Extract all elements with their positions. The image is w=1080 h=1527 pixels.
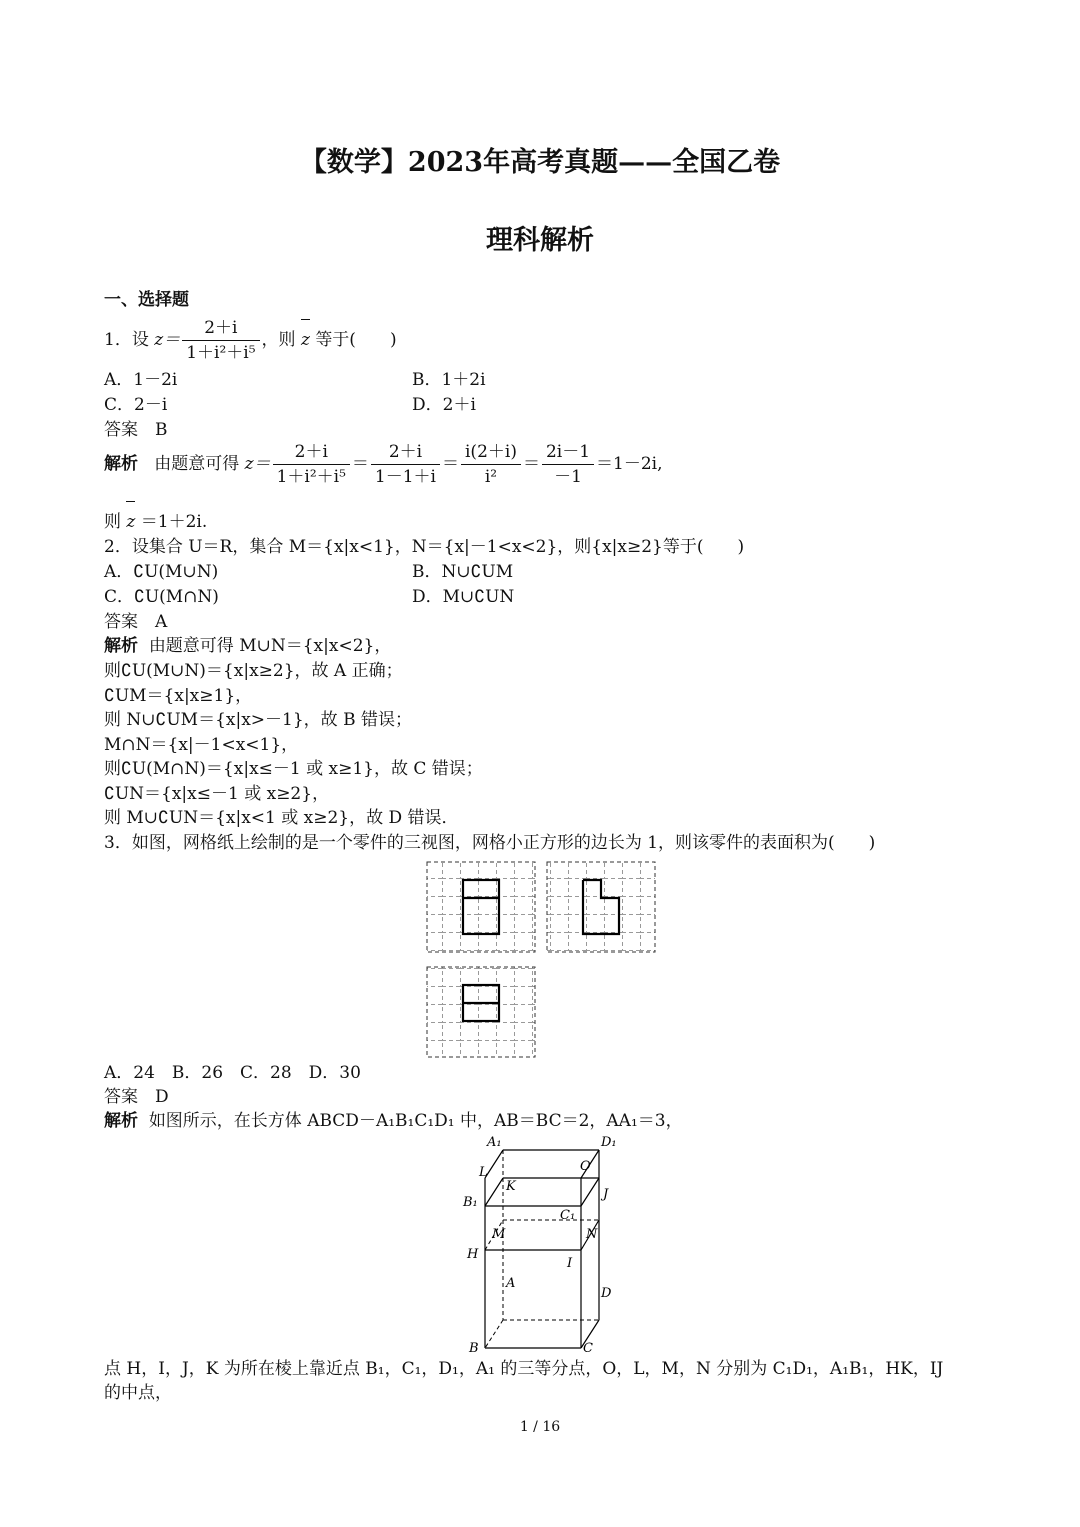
q1-sol-frac-2 <box>371 442 440 487</box>
q1-fraction <box>182 318 259 363</box>
q1-sol-frac-1 <box>273 442 350 487</box>
q1-sol-frac-3-num: i(2＋i) <box>461 442 521 465</box>
q3-solution-text: 如图所示，在长方体 ABCD－A₁B₁C₁D₁ 中，AB＝BC＝2，AA₁＝3， <box>148 1111 683 1131</box>
label-h: H <box>467 1247 479 1262</box>
three-view-figure <box>424 860 660 1060</box>
question-1-stem <box>104 318 397 363</box>
q1-suffix-a: ，则 <box>261 330 296 350</box>
q1-prefix: 1．设 <box>104 330 149 350</box>
q2-solution-line-7: ∁UN＝{x|x≤－1 或 x≥2}， <box>104 784 330 804</box>
q1-sol-frac-4-num: 2i－1 <box>542 442 594 465</box>
label-c: C <box>583 1341 593 1356</box>
document-subtitle: 理科解析 <box>486 225 594 256</box>
q1-sol-frac-1-num: 2＋i <box>273 442 350 465</box>
label-k: K <box>506 1179 516 1194</box>
label-c1: C₁ <box>560 1208 576 1223</box>
q1-solution-label: 解析 <box>104 454 138 474</box>
q1-conclusion <box>104 511 207 533</box>
cuboid-figure <box>455 1130 635 1360</box>
q1-option-a: A．1－2i <box>104 370 178 390</box>
q3-options: A．24 B．26 C．28 D．30 <box>104 1063 361 1083</box>
q1-sol-frac-4-den: －1 <box>554 467 582 487</box>
front-view <box>427 862 535 952</box>
q1-sol-frac-2-num: 2＋i <box>371 442 440 465</box>
q1-then-b: ＝1＋2i. <box>140 512 208 532</box>
q2-option-d: D．M∪∁UN <box>412 587 515 607</box>
q1-solution-z: z＝ <box>244 454 271 474</box>
label-a: A <box>506 1276 516 1291</box>
q1-frac-den: 1＋i²＋i⁵ <box>186 343 256 363</box>
q2-solution-line-2: 则∁U(M∪N)＝{x|x≥2}，故 A 正确； <box>104 661 403 681</box>
q1-option-c: C．2－i <box>104 395 168 415</box>
label-a1: A₁ <box>487 1135 502 1150</box>
q2-solution-text: 由题意可得 M∪N＝{x|x<2}， <box>148 636 392 656</box>
q2-solution-line-6: 则∁U(M∩N)＝{x|x≤－1 或 x≥1}，故 C 错误； <box>104 759 483 779</box>
q2-option-b: B．N∪∁UM <box>412 562 514 582</box>
q1-sol-frac-1-den: 1＋i²＋i⁵ <box>276 467 346 487</box>
q1-conj-z: z <box>300 330 310 350</box>
question-3-stem: 3．如图，网格纸上绘制的是一个零件的三视图，网格小正方形的边长为 1，则该零件的表面积为( ) <box>104 833 876 853</box>
q1-solution: 解析 由题意可得 z＝ $\frac{2+i}{\text{1＋i²＋i⁵}}$ ＝ $\frac{2+i}{1-1+i}$ ＝ $\frac{i(2+i)}{\text{i²}}$ ＝ $\frac{2i-1}{-1}$ ＝1－2i, <box>104 442 663 487</box>
document-title: 【数学】2023年高考真题——全国乙卷 <box>299 147 781 178</box>
line-k-m <box>485 1178 503 1206</box>
side-view <box>547 862 655 952</box>
top-view <box>427 967 535 1057</box>
q3-solution <box>104 1110 683 1132</box>
label-m: M <box>492 1227 506 1242</box>
q3-answer: 答案 D <box>104 1087 169 1107</box>
q3-solution-label: 解析 <box>104 1111 138 1131</box>
label-d: D <box>601 1286 612 1301</box>
page-number: 1 / 16 <box>519 1419 561 1435</box>
q2-option-c: C．∁U(M∩N) <box>104 587 219 607</box>
q1-option-b: B．1＋2i <box>412 370 486 390</box>
q2-solution-line-4: 则 N∪∁UM＝{x|x>－1}，故 B 错误； <box>104 710 412 730</box>
q1-solution-text: 由题意可得 <box>154 454 240 474</box>
hidden-edge-a-b <box>485 1320 503 1348</box>
q2-option-a: A．∁U(M∪N) <box>104 562 219 582</box>
q1-sol-frac-4 <box>542 442 594 487</box>
q2-solution-line-8: 则 M∪∁UN＝{x|x<1 或 x≥2}，故 D 错误． <box>104 808 459 828</box>
q1-sol-frac-2-den: 1－1＋i <box>374 467 436 487</box>
q1-solution-tail: ＝1－2i, <box>596 454 663 474</box>
section-heading: 一、选择题 <box>104 290 189 310</box>
label-o: O <box>580 1159 591 1174</box>
label-j: J <box>603 1187 609 1202</box>
line-j-n <box>581 1178 599 1206</box>
label-b1: B₁ <box>463 1195 478 1210</box>
q1-frac-num: 2＋i <box>182 318 259 341</box>
question-2-stem: 2．设集合 U＝R，集合 M＝{x|x<1}，N＝{x|－1<x<2}，则{x|x≥2}等于( ) <box>104 537 745 557</box>
q3-after-line-1: 点 H，I，J，K 为所在棱上靠近点 B₁，C₁，D₁，A₁ 的三等分点，O，L，M，N 分别为 C₁D₁，A₁B₁，HK，IJ <box>104 1359 944 1379</box>
q1-answer: 答案 B <box>104 420 168 440</box>
q1-z: z＝ <box>154 330 181 350</box>
q1-suffix-b: 等于( ) <box>315 330 397 350</box>
label-i: I <box>567 1256 573 1271</box>
q2-solution-line-5: M∩N＝{x|－1<x<1}， <box>104 735 299 755</box>
label-l: L <box>479 1165 488 1180</box>
edge-a1-b1 <box>485 1150 503 1178</box>
q2-solution-line-3: ∁UM＝{x|x≥1}， <box>104 686 253 706</box>
q1-sol-frac-3 <box>461 442 521 487</box>
q3-after-line-2: 的中点， <box>104 1383 172 1403</box>
q1-sol-frac-3-den: i² <box>484 467 498 487</box>
label-n: N <box>586 1227 598 1242</box>
label-d1: D₁ <box>601 1135 617 1150</box>
q1-conclusion-conj-z: z <box>126 512 136 532</box>
q1-option-d: D．2＋i <box>412 395 476 415</box>
q1-then-a: 则 <box>104 512 121 532</box>
q2-answer: 答案 A <box>104 612 168 632</box>
q2-solution-line-1 <box>104 635 391 657</box>
label-b: B <box>469 1341 479 1356</box>
q2-solution-label: 解析 <box>104 636 138 656</box>
